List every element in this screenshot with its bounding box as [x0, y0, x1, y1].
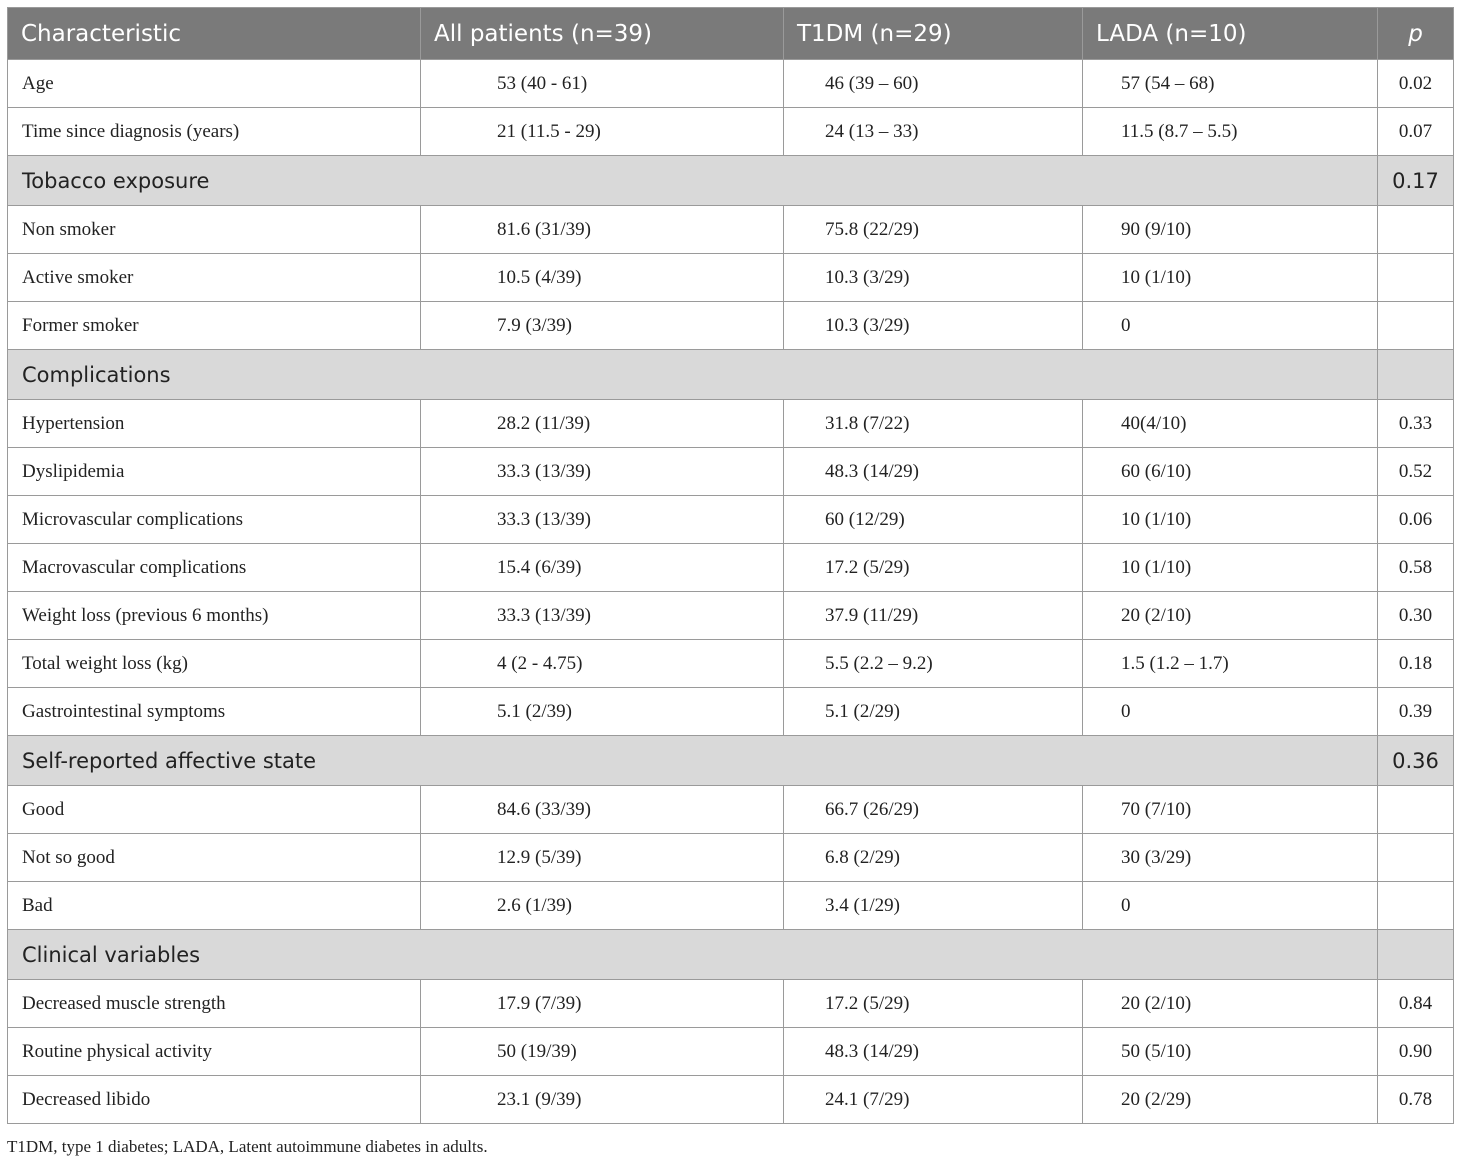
cell-all-patients: 28.2 (11/39) [421, 400, 784, 448]
cell-t1dm: 75.8 (22/29) [784, 206, 1083, 254]
cell-t1dm: 24 (13 – 33) [784, 108, 1083, 156]
cell-t1dm: 5.5 (2.2 – 9.2) [784, 640, 1083, 688]
row-label: Good [8, 786, 421, 834]
cell-all-patients: 23.1 (9/39) [421, 1076, 784, 1124]
cell-p-value [1378, 206, 1454, 254]
cell-p-value [1378, 882, 1454, 930]
cell-lada: 11.5 (8.7 – 5.5) [1083, 108, 1378, 156]
table-row [8, 496, 1454, 544]
section-row [8, 156, 1454, 206]
cell-lada: 10 (1/10) [1083, 254, 1378, 302]
cell-all-patients: 10.5 (4/39) [421, 254, 784, 302]
row-label: Former smoker [8, 302, 421, 350]
row-label: Total weight loss (kg) [8, 640, 421, 688]
cell-all-patients: 50 (19/39) [421, 1028, 784, 1076]
cell-lada: 20 (2/10) [1083, 592, 1378, 640]
cell-p-value [1378, 786, 1454, 834]
table-row [8, 544, 1454, 592]
row-label: Decreased libido [8, 1076, 421, 1124]
cell-all-patients: 5.1 (2/39) [421, 688, 784, 736]
cell-p-value: 0.84 [1378, 980, 1454, 1028]
cell-t1dm: 17.2 (5/29) [784, 544, 1083, 592]
cell-all-patients: 33.3 (13/39) [421, 448, 784, 496]
cell-p-value [1378, 834, 1454, 882]
section-row [8, 930, 1454, 980]
cell-all-patients: 84.6 (33/39) [421, 786, 784, 834]
cell-p-value: 0.33 [1378, 400, 1454, 448]
table-row [8, 980, 1454, 1028]
cell-all-patients: 15.4 (6/39) [421, 544, 784, 592]
header-p-value: p [1378, 8, 1454, 60]
cell-all-patients: 2.6 (1/39) [421, 882, 784, 930]
section-p-value: 0.17 [1378, 156, 1454, 206]
table-row [8, 302, 1454, 350]
cell-p-value: 0.52 [1378, 448, 1454, 496]
table-row [8, 688, 1454, 736]
table-row [8, 786, 1454, 834]
row-label: Macrovascular complications [8, 544, 421, 592]
cell-t1dm: 60 (12/29) [784, 496, 1083, 544]
cell-lada: 40(4/10) [1083, 400, 1378, 448]
row-label: Not so good [8, 834, 421, 882]
section-title: Complications [8, 350, 1378, 400]
header-all-patients: All patients (n=39) [421, 8, 784, 60]
header-characteristic: Characteristic [8, 8, 421, 60]
cell-t1dm: 10.3 (3/29) [784, 302, 1083, 350]
footnote: T1DM, type 1 diabetes; LADA, Latent autoimmune diabetes in adults. [7, 1137, 488, 1156]
section-p-value [1378, 350, 1454, 400]
row-label: Weight loss (previous 6 months) [8, 592, 421, 640]
characteristics-table [7, 7, 1454, 1124]
cell-all-patients: 17.9 (7/39) [421, 980, 784, 1028]
cell-lada: 60 (6/10) [1083, 448, 1378, 496]
table-row [8, 1076, 1454, 1124]
cell-lada: 10 (1/10) [1083, 544, 1378, 592]
cell-t1dm: 3.4 (1/29) [784, 882, 1083, 930]
cell-all-patients: 12.9 (5/39) [421, 834, 784, 882]
cell-p-value: 0.30 [1378, 592, 1454, 640]
cell-t1dm: 31.8 (7/22) [784, 400, 1083, 448]
cell-lada: 70 (7/10) [1083, 786, 1378, 834]
table-row [8, 400, 1454, 448]
cell-lada: 10 (1/10) [1083, 496, 1378, 544]
header-lada: LADA (n=10) [1083, 8, 1378, 60]
cell-t1dm: 66.7 (26/29) [784, 786, 1083, 834]
cell-lada: 1.5 (1.2 – 1.7) [1083, 640, 1378, 688]
cell-lada: 20 (2/29) [1083, 1076, 1378, 1124]
table-row [8, 108, 1454, 156]
row-label: Microvascular complications [8, 496, 421, 544]
cell-p-value [1378, 302, 1454, 350]
cell-t1dm: 46 (39 – 60) [784, 60, 1083, 108]
section-title: Tobacco exposure [8, 156, 1378, 206]
cell-p-value: 0.07 [1378, 108, 1454, 156]
cell-p-value: 0.18 [1378, 640, 1454, 688]
cell-t1dm: 6.8 (2/29) [784, 834, 1083, 882]
cell-lada: 30 (3/29) [1083, 834, 1378, 882]
cell-p-value: 0.90 [1378, 1028, 1454, 1076]
cell-t1dm: 24.1 (7/29) [784, 1076, 1083, 1124]
cell-p-value: 0.06 [1378, 496, 1454, 544]
cell-lada: 0 [1083, 688, 1378, 736]
cell-t1dm: 17.2 (5/29) [784, 980, 1083, 1028]
table-body [8, 60, 1454, 1124]
cell-all-patients: 81.6 (31/39) [421, 206, 784, 254]
row-label: Routine physical activity [8, 1028, 421, 1076]
row-label: Age [8, 60, 421, 108]
cell-all-patients: 33.3 (13/39) [421, 592, 784, 640]
cell-p-value: 0.39 [1378, 688, 1454, 736]
section-p-value: 0.36 [1378, 736, 1454, 786]
table-row [8, 1028, 1454, 1076]
row-label: Dyslipidemia [8, 448, 421, 496]
row-label: Time since diagnosis (years) [8, 108, 421, 156]
cell-all-patients: 33.3 (13/39) [421, 496, 784, 544]
table-row [8, 592, 1454, 640]
row-label: Active smoker [8, 254, 421, 302]
cell-lada: 90 (9/10) [1083, 206, 1378, 254]
section-p-value [1378, 930, 1454, 980]
cell-lada: 0 [1083, 302, 1378, 350]
cell-all-patients: 7.9 (3/39) [421, 302, 784, 350]
section-title: Self-reported affective state [8, 736, 1378, 786]
section-title: Clinical variables [8, 930, 1378, 980]
table-row [8, 206, 1454, 254]
row-label: Non smoker [8, 206, 421, 254]
cell-t1dm: 37.9 (11/29) [784, 592, 1083, 640]
table-row [8, 834, 1454, 882]
header-row [8, 8, 1454, 60]
cell-t1dm: 10.3 (3/29) [784, 254, 1083, 302]
cell-lada: 20 (2/10) [1083, 980, 1378, 1028]
cell-p-value: 0.58 [1378, 544, 1454, 592]
table-row [8, 448, 1454, 496]
row-label: Bad [8, 882, 421, 930]
cell-lada: 57 (54 – 68) [1083, 60, 1378, 108]
table-row [8, 640, 1454, 688]
cell-lada: 0 [1083, 882, 1378, 930]
cell-all-patients: 21 (11.5 - 29) [421, 108, 784, 156]
header-t1dm: T1DM (n=29) [784, 8, 1083, 60]
cell-lada: 50 (5/10) [1083, 1028, 1378, 1076]
section-row [8, 736, 1454, 786]
section-row [8, 350, 1454, 400]
cell-p-value: 0.78 [1378, 1076, 1454, 1124]
cell-t1dm: 5.1 (2/29) [784, 688, 1083, 736]
table-row [8, 60, 1454, 108]
table-row [8, 254, 1454, 302]
cell-t1dm: 48.3 (14/29) [784, 1028, 1083, 1076]
cell-p-value [1378, 254, 1454, 302]
cell-all-patients: 4 (2 - 4.75) [421, 640, 784, 688]
row-label: Decreased muscle strength [8, 980, 421, 1028]
cell-all-patients: 53 (40 - 61) [421, 60, 784, 108]
row-label: Gastrointestinal symptoms [8, 688, 421, 736]
cell-t1dm: 48.3 (14/29) [784, 448, 1083, 496]
row-label: Hypertension [8, 400, 421, 448]
table-container [7, 7, 1453, 1124]
table-row [8, 882, 1454, 930]
cell-p-value: 0.02 [1378, 60, 1454, 108]
